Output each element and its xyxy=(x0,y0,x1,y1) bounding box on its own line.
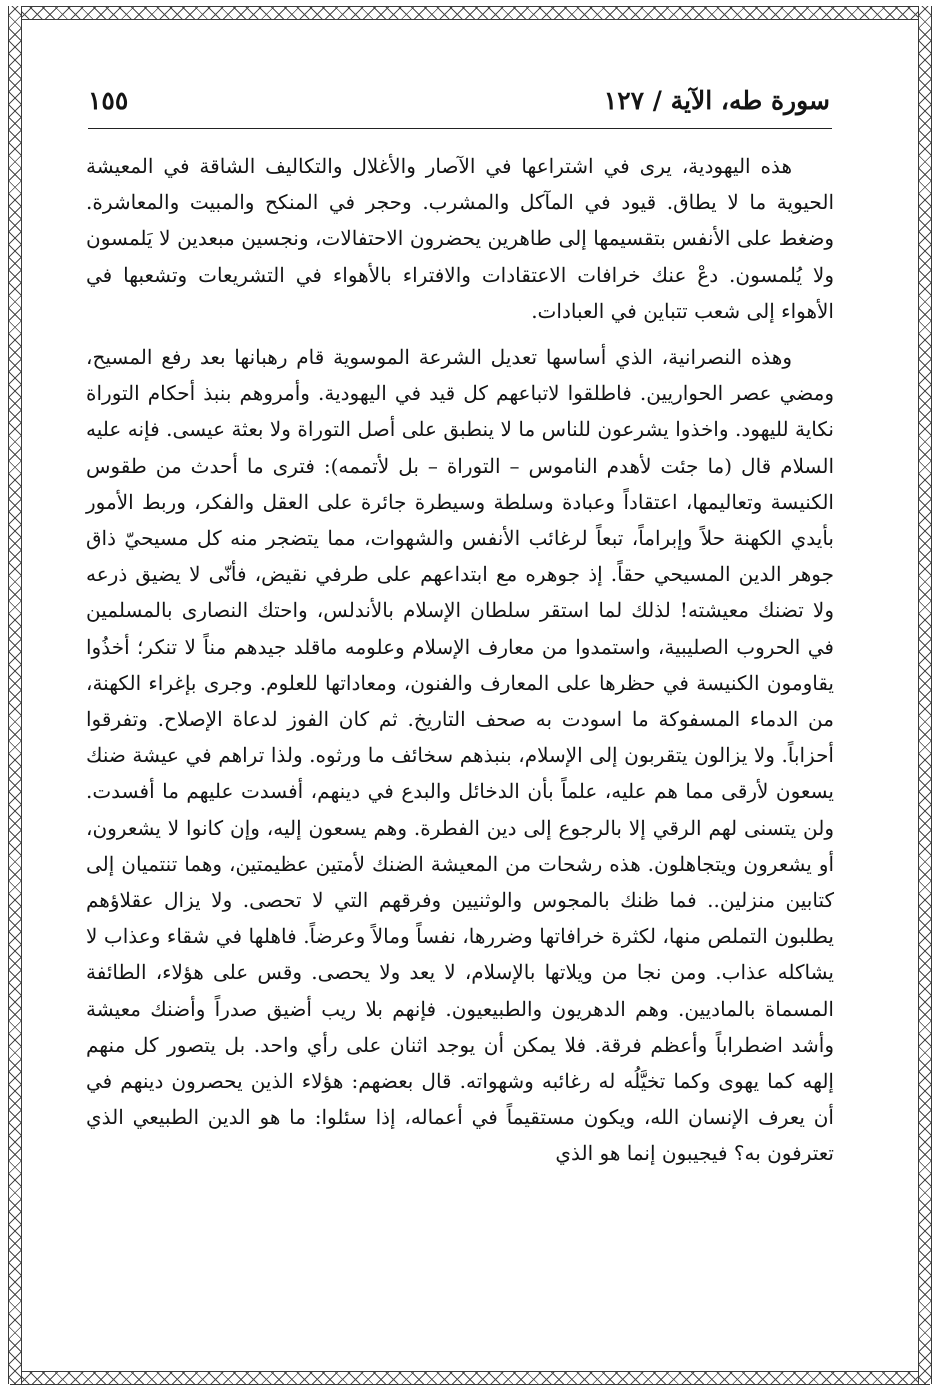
page-body xyxy=(86,148,834,1172)
decorative-border-right xyxy=(918,6,932,1384)
page-header xyxy=(88,82,830,126)
decorative-border-left xyxy=(8,6,22,1384)
running-title: سورة طه، الآية / ١٢٧ xyxy=(603,86,830,115)
paragraph: هذه اليهودية، يرى في اشتراعها في الآصار والأغلال والتكاليف الشاقة في المعيشة الحيوية ما لا يطاق. قيود في المآكل والمشرب. وحجر في المنكح والمبيت والمعاشرة. وضغط على الأنفس بتقسيمها إلى طاهرين يحضرون الاحتفالات، ونجسين مبعدين لا يَلمسون ولا يُلمسون. دعْ عنك خرافات الاعتقادات والافتراء بالأهواء في التشريعات وتشعبها في الأهواء إلى شعب تتباين في العبادات. xyxy=(86,154,834,323)
header-divider xyxy=(88,128,832,129)
decorative-border-top xyxy=(10,6,930,20)
paragraph: وهذه النصرانية، الذي أساسها تعديل الشرعة الموسوية قام رهبانها بعد رفع المسيح، ومضي عصر الحواريين. فاطلقوا لاتباعهم كل قيد في اليهودية. وأمروهم بنبذ أحكام التوراة نكاية لليهود. واخذوا يشرعون للناس ما لا ينطبق على أصل التوراة ولا بعثة عيسى. فإنه عليه السلام قال (ما جئت لأهدم الناموس – التوراة – بل لأتممه): فترى ما أحدث من طقوس الكنيسة وتعاليمها، اعتقاداً وعبادة وسلطة وسيطرة جائرة على العقل والفكر، وربط الأمور بأيدي الكهنة حلاً وإبراماً، تبعاً لرغائب الأنفس والشهوات، مما يتضجر منه كل مسيحيّ ذاق جوهر الدين المسيحي حقاً. إذ جوهره مع ابتداعهم على طرفي نقيض، فأنّى لا يضيق ذرعه ولا تضنك معيشته! لذلك لما استقر سلطان الإسلام بالأندلس، واحتك النصارى بالمسلمين في الحروب الصليبية، واستمدوا من معارف الإسلام وعلومه ماقلد جيدهم مناً لا تنكر؛ أخذُوا يقاومون الكنيسة في حظرها على المعارف والفنون، ومعاداتها للعلوم. وجرى بإغراء الكهنة، من الدماء المسفوكة ما اسودت به صحف التاريخ. ثم كان الفوز لدعاة الإصلاح. وتفرقوا أحزاباً. ولا يزالون يتقربون إلى الإسلام، بنبذهم سخائف ما ورثوه. ولذا تراهم في عيشة ضنك يسعون لأرقى مما هم عليه، علماً بأن الدخائل والبدع في دينهم، أفسدت عليهم ما أفسدت. ولن يتسنى لهم الرقي إلا بالرجوع إلى دين الفطرة. وهم يسعون إليه، وإن كانوا لا يشعرون، أو يشعرون ويتجاهلون. هذه رشحات من المعيشة الضنك لأمتين عظيمتين، وهما تنتميان إلى كتابين منزلين.. فما ظنك بالمجوس والوثنيين وفرقهم التي لا تحصى. ولا يزال عقلاؤهم يطلبون التملص منها، لكثرة خرافاتها وضررها، نفساً ومالاً وعرضاً. فاهلها في شقاء وعذاب لا يشاكله عذاب. ومن نجا من ويلاتها بالإسلام، لا يعد ولا يحصى. وقس على هؤلاء، الطائفة المسماة بالماديين. وهم الدهريون والطبيعيون. فإنهم بلا ريب أضيق صدراً وأضنك معيشة وأشد اضطراباً وأعظم فرقة. فلا يمكن أن يوجد اثنان على رأي واحد. بل يتصور كل منهم إلهه كما يهوى وكما تخيَّلُه له رغائبه وشهواته. قال بعضهم: هؤلاء الذين يحصرون دينهم في أن يعرف الإنسان الله، ويكون مستقيماً في أعماله، إذا سئلوا: ما هو الدين الطبيعي الذي تعترفون به؟ فيجيبون إنما هو الذي xyxy=(86,345,834,1166)
page-number: ١٥٥ xyxy=(88,86,129,115)
decorative-border-bottom xyxy=(10,1371,930,1385)
